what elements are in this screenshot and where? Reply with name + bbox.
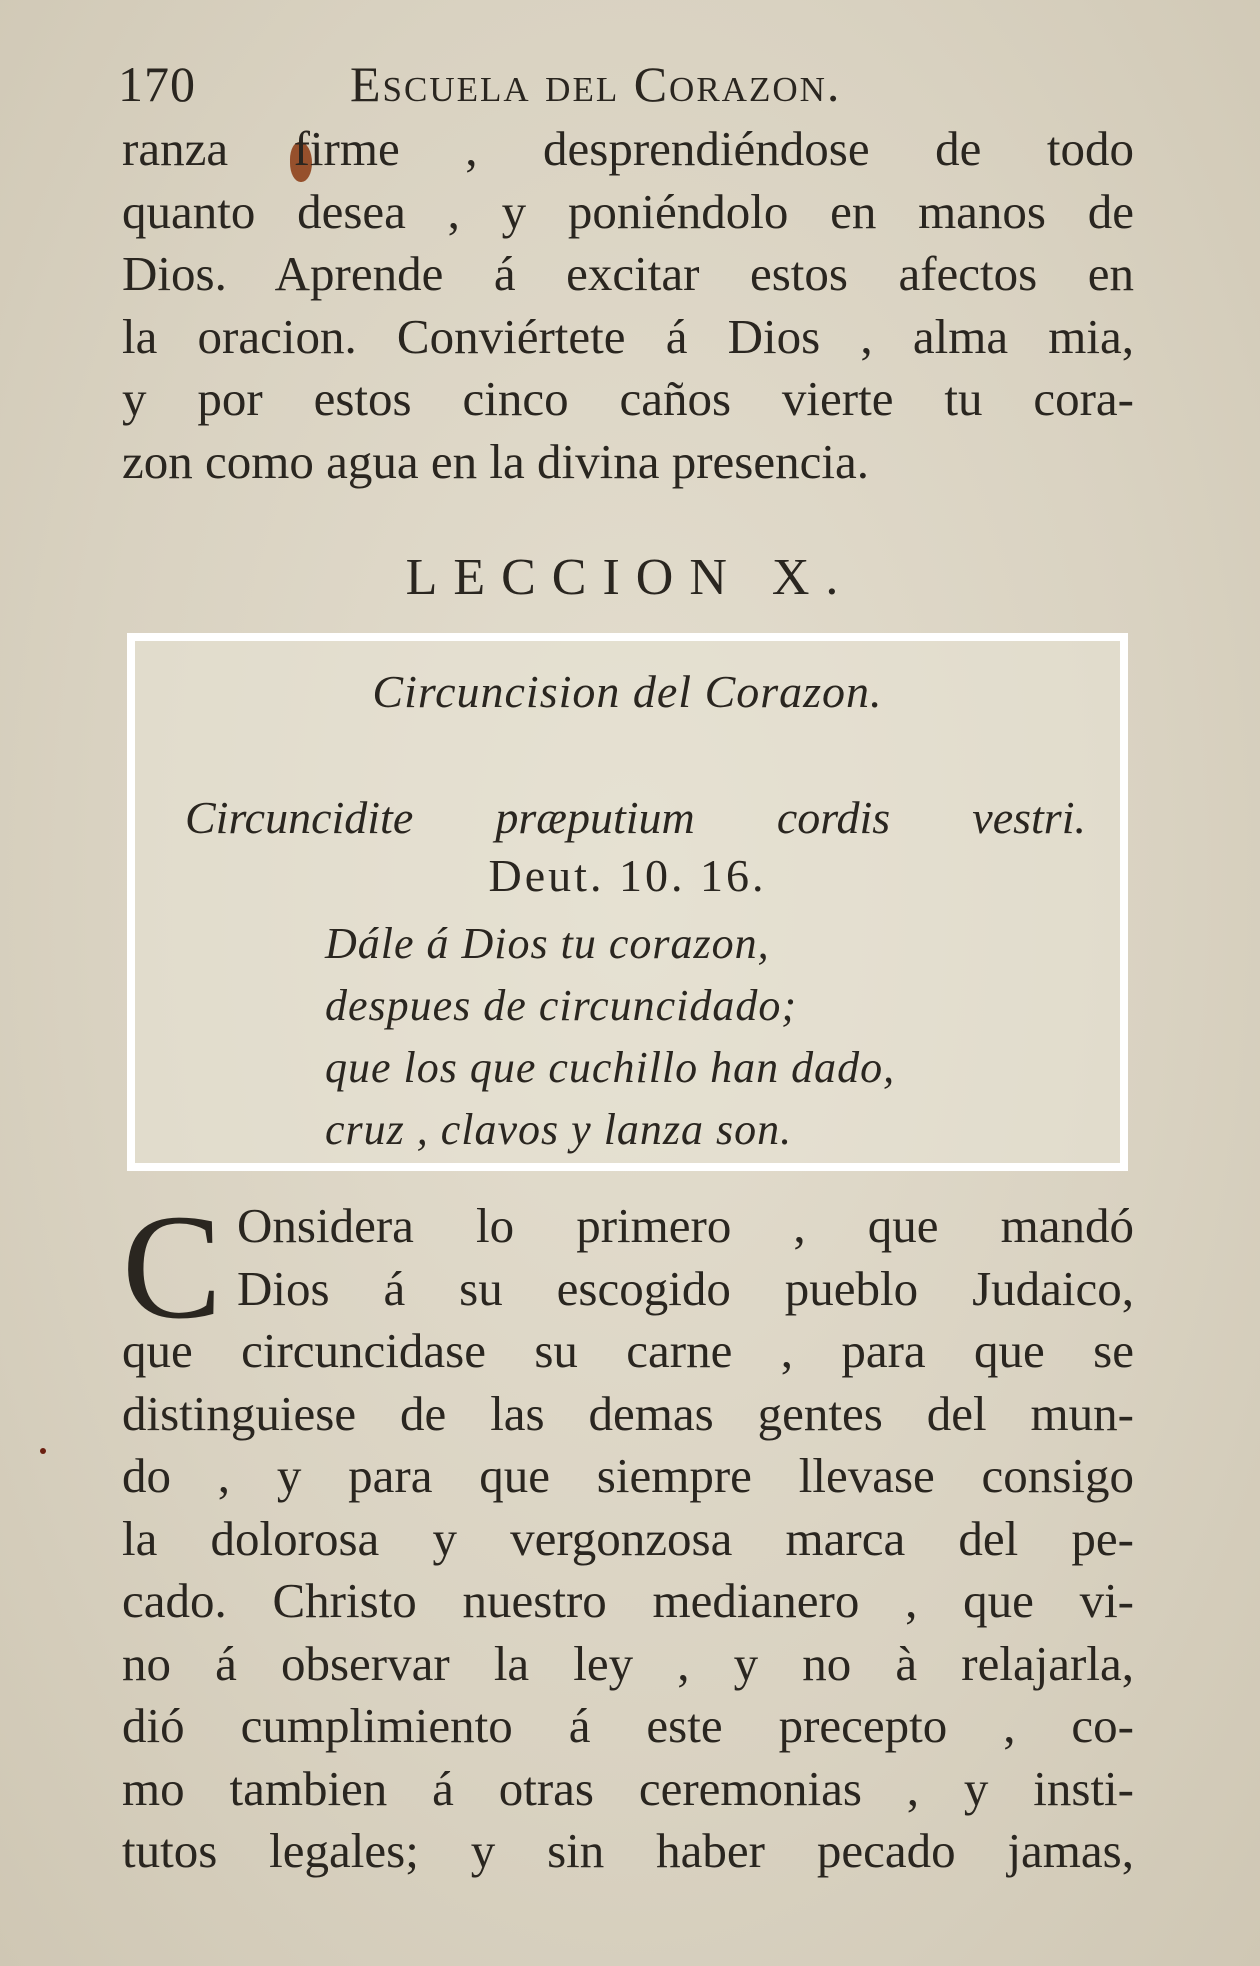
lesson-heading: LECCION X. bbox=[405, 549, 855, 606]
scripture-citation: Deut. 10. 16. bbox=[488, 850, 767, 901]
text-line: dió cumplimiento á este precepto , co- bbox=[122, 1698, 1134, 1753]
page-number: 170 bbox=[118, 56, 196, 112]
text-line: ranza firme , desprendiéndose de todo bbox=[122, 121, 1134, 176]
text-line: que circuncidase su carne , para que se bbox=[122, 1323, 1134, 1378]
text-line: mo tambien á otras ceremonias , y insti- bbox=[122, 1760, 1134, 1816]
verse-line: que los que cuchillo han dado, bbox=[325, 1043, 896, 1092]
text-line: Dios á su escogido pueblo Judaico, bbox=[237, 1260, 1134, 1316]
text-line: tutos legales; y sin haber pecado jamas, bbox=[122, 1823, 1134, 1878]
verse-line: despues de circuncidado; bbox=[325, 981, 798, 1030]
verse-line: Dále á Dios tu corazon, bbox=[325, 919, 770, 968]
lesson-subtitle: Circuncision del Corazon. bbox=[372, 666, 883, 717]
text-line: Onsidera lo primero , que mandó bbox=[237, 1198, 1134, 1253]
drop-cap: C bbox=[122, 1184, 223, 1350]
text-line: no á observar la ley , y no à relajarla, bbox=[122, 1635, 1134, 1691]
text-line: Dios. Aprende á excitar estos afectos en bbox=[122, 246, 1134, 301]
text-line: do , y para que siempre llevase consigo bbox=[122, 1448, 1134, 1503]
running-head bbox=[118, 55, 1138, 115]
top-paragraph bbox=[122, 118, 1134, 493]
text-line: zon como agua en la divina presencia. bbox=[122, 433, 869, 489]
paper-speck bbox=[40, 1448, 46, 1454]
running-title: Escuela del Corazon. bbox=[350, 56, 842, 112]
text-line: cado. Christo nuestro medianero , que vi- bbox=[122, 1573, 1134, 1628]
lesson-intro bbox=[135, 641, 1120, 1163]
text-line: quanto desea , y poniéndolo en manos de bbox=[122, 183, 1134, 239]
body-paragraph bbox=[122, 1195, 1134, 1883]
text-line: y por estos cinco caños vierte tu cora- bbox=[122, 371, 1134, 426]
text-line: distinguiese de las demas gentes del mun- bbox=[122, 1385, 1134, 1441]
text-line: la dolorosa y vergonzosa marca del pe- bbox=[122, 1510, 1134, 1566]
verse-line: cruz , clavos y lanza son. bbox=[325, 1105, 793, 1154]
latin-epigraph: Circuncidite præputium cordis vestri. bbox=[185, 792, 1086, 843]
text-line: la oracion. Conviértete á Dios , alma mia, bbox=[122, 308, 1134, 364]
verse-stanza bbox=[325, 913, 1085, 1161]
highlight-box bbox=[127, 633, 1128, 1171]
